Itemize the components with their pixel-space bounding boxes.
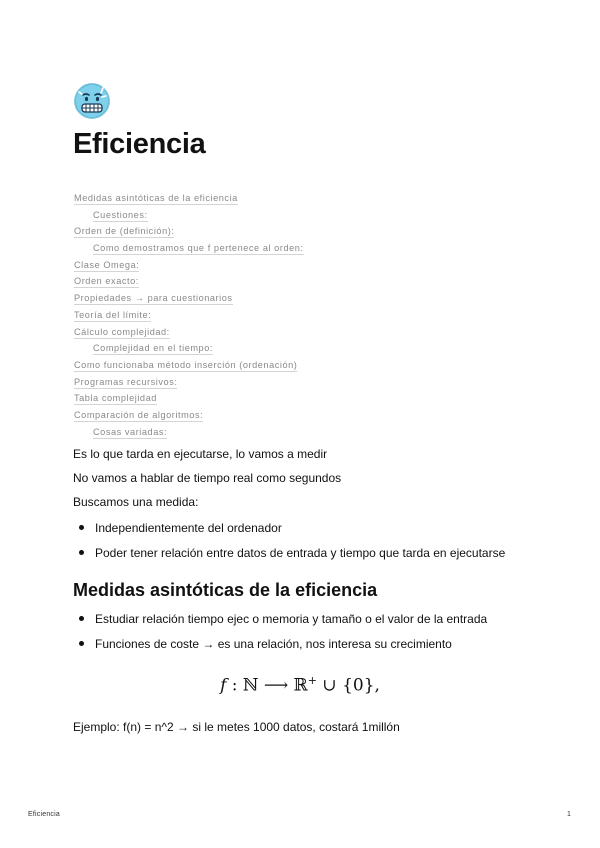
toc-item[interactable]: Orden de (definición): bbox=[74, 226, 175, 237]
paragraph: Es lo que tarda en ejecutarse, lo vamos a medir bbox=[73, 447, 328, 461]
bullet-icon bbox=[79, 616, 84, 621]
page-number: 1 bbox=[567, 811, 572, 818]
toc-item[interactable]: Propiedades → para cuestionarios bbox=[74, 293, 233, 304]
toc-item[interactable]: Como demostramos que f pertenece al orden: bbox=[93, 243, 304, 254]
table-of-contents bbox=[74, 191, 304, 441]
toc-item[interactable]: Clase Omega: bbox=[74, 259, 140, 270]
page-title: Eficiencia bbox=[73, 128, 206, 160]
bullet-icon bbox=[79, 550, 84, 555]
toc-item[interactable]: Cosas variadas: bbox=[93, 426, 168, 437]
toc-item[interactable]: Como funcionaba método inserción (ordenación) bbox=[74, 359, 298, 370]
math-formula: f : ℕ ⟶ ℝ+ ∪ {0}, bbox=[220, 674, 380, 696]
paragraph: No vamos a hablar de tiempo real como segundos bbox=[73, 471, 342, 485]
toc-item[interactable]: Orden exacto: bbox=[74, 276, 139, 287]
toc-item[interactable]: Cálculo complejidad: bbox=[74, 326, 170, 337]
example-paragraph: Ejemplo: f(n) = n^2 → si le metes 1000 datos, costará 1millón bbox=[73, 720, 400, 734]
paragraph: Buscamos una medida: bbox=[73, 495, 199, 509]
footer-title: Eficiencia bbox=[28, 811, 60, 818]
cold-face-emoji-icon bbox=[73, 82, 111, 120]
list-item: Poder tener relación entre datos de entrada y tiempo que tarda en ejecutarse bbox=[95, 546, 506, 560]
section-heading: Medidas asintóticas de la eficiencia bbox=[73, 580, 378, 600]
toc-item[interactable]: Comparación de algoritmos: bbox=[74, 409, 204, 420]
bullet-icon bbox=[79, 641, 84, 646]
list-item: Funciones de coste → es una relación, nos interesa su crecimiento bbox=[95, 637, 452, 651]
toc-item[interactable]: Tabla complejidad bbox=[74, 393, 157, 404]
toc-item[interactable]: Medidas asintóticas de la eficiencia bbox=[74, 193, 238, 203]
toc-item[interactable]: Programas recursivos: bbox=[74, 376, 178, 387]
toc-item[interactable]: Complejidad en el tiempo: bbox=[93, 343, 213, 354]
toc-item[interactable]: Teoría del límite: bbox=[74, 309, 152, 320]
bullet-icon bbox=[79, 525, 84, 530]
list-item: Estudiar relación tiempo ejec o memoria y tamaño o el valor de la entrada bbox=[95, 612, 488, 626]
toc-item[interactable]: Cuestiones: bbox=[93, 209, 148, 220]
list-item: Independientemente del ordenador bbox=[95, 521, 282, 535]
